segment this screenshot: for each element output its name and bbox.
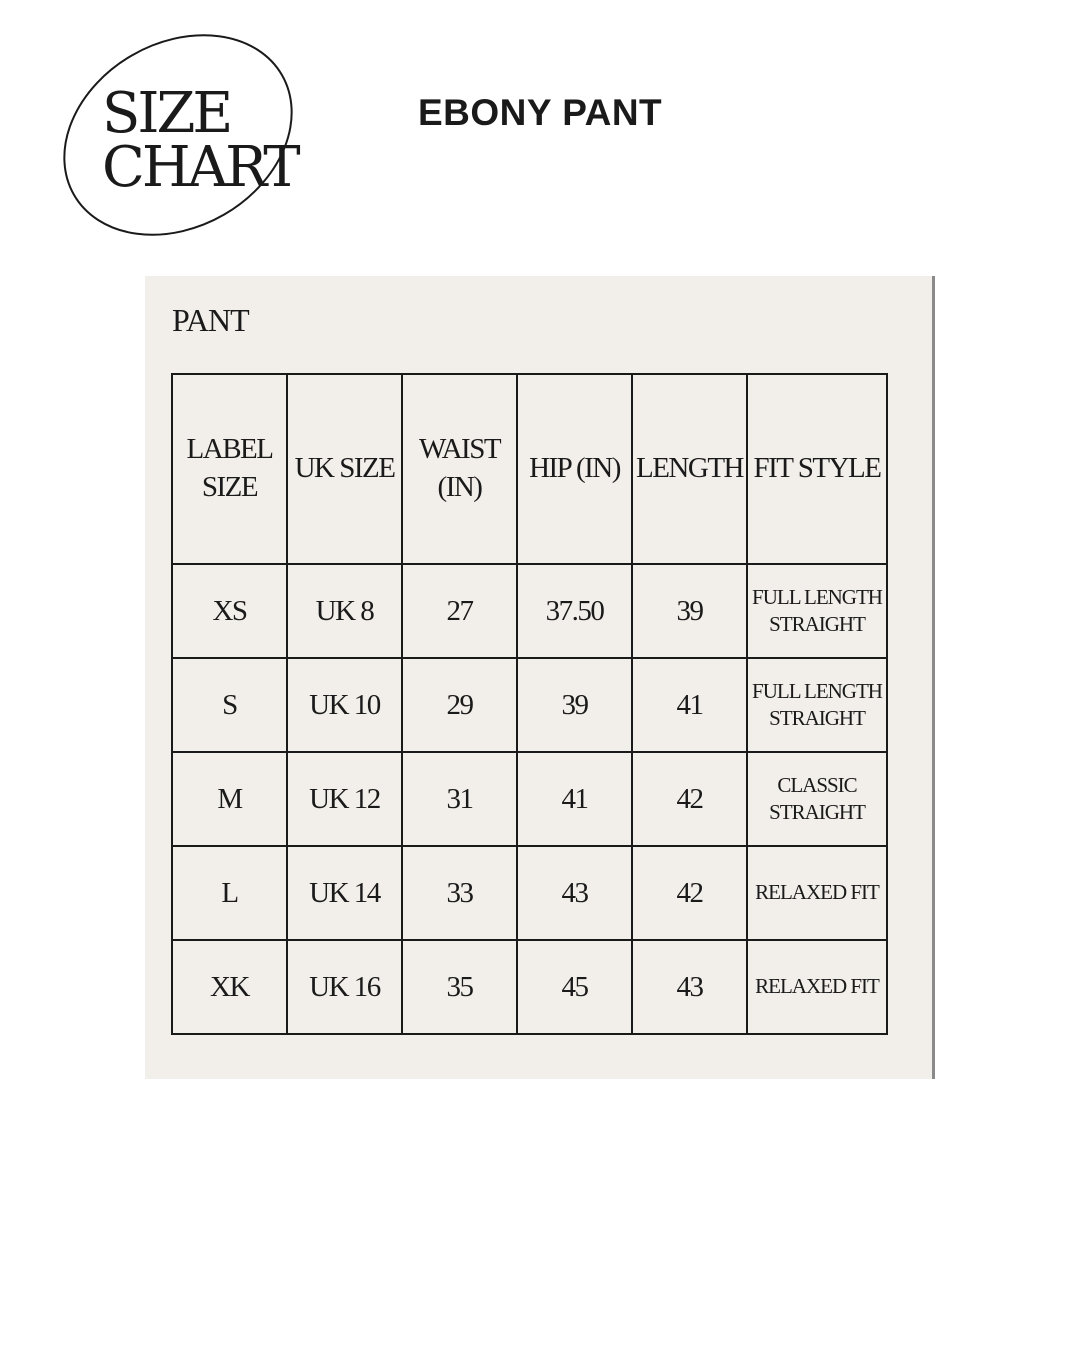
size-chart-logo [58, 34, 303, 239]
cell-label-size: L [172, 846, 287, 940]
header-uk-size: UK SIZE [287, 374, 402, 564]
size-chart-panel [145, 276, 935, 1079]
cell-waist: 35 [402, 940, 517, 1034]
logo-text-chart: CHART [102, 135, 298, 200]
cell-uk-size: UK 8 [287, 564, 402, 658]
header-fit-style: FIT STYLE [747, 374, 887, 564]
cell-label-size: S [172, 658, 287, 752]
cell-uk-size: UK 14 [287, 846, 402, 940]
size-table [171, 373, 888, 1035]
table-header-row [172, 374, 887, 564]
cell-hip: 45 [517, 940, 632, 1034]
header-length: LENGTH [632, 374, 747, 564]
cell-fit-style: CLASSIC STRAIGHT [747, 752, 887, 846]
cell-uk-size: UK 16 [287, 940, 402, 1034]
product-title: EBONY PANT [418, 92, 663, 133]
cell-label-size: XS [172, 564, 287, 658]
cell-waist: 33 [402, 846, 517, 940]
cell-uk-size: UK 10 [287, 658, 402, 752]
table-row [172, 940, 887, 1034]
table-row [172, 752, 887, 846]
cell-fit-style: RELAXED FIT [747, 940, 887, 1034]
cell-length: 41 [632, 658, 747, 752]
header-label-size: LABEL SIZE [172, 374, 287, 564]
cell-label-size: XK [172, 940, 287, 1034]
cell-waist: 31 [402, 752, 517, 846]
cell-length: 39 [632, 564, 747, 658]
cell-label-size: M [172, 752, 287, 846]
cell-fit-style: FULL LENGTH STRAIGHT [747, 658, 887, 752]
table-row [172, 658, 887, 752]
cell-hip: 39 [517, 658, 632, 752]
table-row [172, 564, 887, 658]
cell-uk-size: UK 12 [287, 752, 402, 846]
cell-hip: 37.50 [517, 564, 632, 658]
cell-waist: 29 [402, 658, 517, 752]
cell-length: 42 [632, 846, 747, 940]
cell-hip: 43 [517, 846, 632, 940]
cell-waist: 27 [402, 564, 517, 658]
header-waist: WAIST (IN) [402, 374, 517, 564]
cell-fit-style: FULL LENGTH STRAIGHT [747, 564, 887, 658]
header-hip: HIP (IN) [517, 374, 632, 564]
cell-fit-style: RELAXED FIT [747, 846, 887, 940]
table-row [172, 846, 887, 940]
cell-length: 42 [632, 752, 747, 846]
cell-hip: 41 [517, 752, 632, 846]
cell-length: 43 [632, 940, 747, 1034]
panel-heading: PANT [172, 302, 249, 338]
logo-text-size: SIZE [102, 81, 231, 146]
